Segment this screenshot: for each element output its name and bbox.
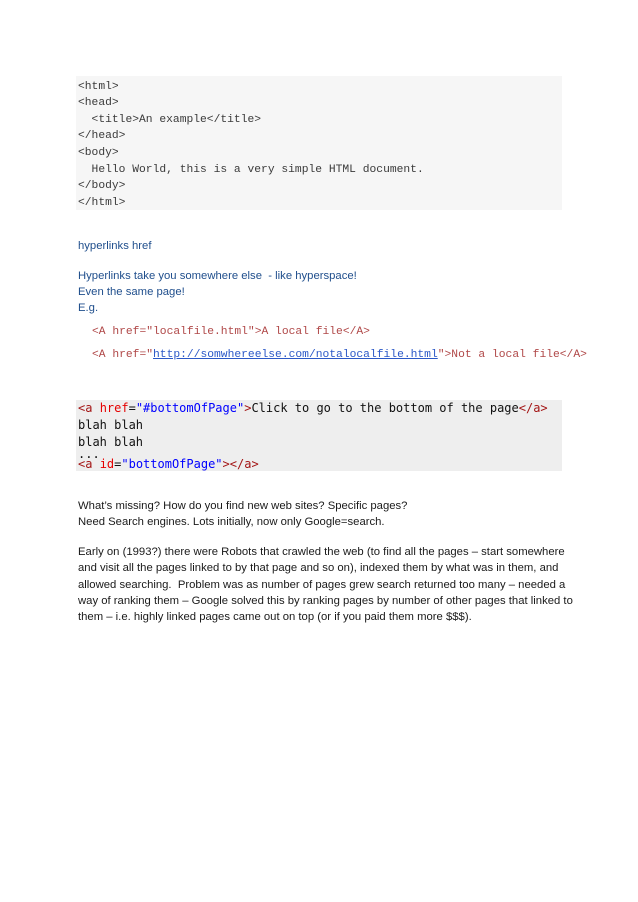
example-prefix: <A href="	[92, 349, 154, 361]
attr-name: href	[99, 401, 129, 415]
local-link-example: <A href="localfile.html">A local file</A>	[92, 326, 370, 338]
tag-open: <a	[78, 401, 100, 415]
paragraph-line: allowed searching. Problem was as number of pages grew search returned too many – needed a	[78, 579, 566, 591]
anchor-text: Click to go to the bottom of the page	[251, 401, 519, 415]
tag-open: <a	[78, 457, 100, 471]
html-example-code-block	[76, 76, 562, 210]
code-line: <html>	[78, 81, 119, 93]
question-line: Need Search engines. Lots initially, now only Google=search.	[78, 516, 385, 528]
intro-line: Hyperlinks take you somewhere else - like hyperspace!	[78, 270, 357, 282]
example-url-link[interactable]: http://somwhereelse.com/notalocalfile.html	[153, 349, 438, 361]
end-tag: </a>	[229, 457, 259, 471]
code-line: <body>	[78, 147, 119, 159]
code-line: <title>An example</title>	[78, 114, 262, 126]
section-heading: hyperlinks href	[78, 240, 152, 252]
paragraph-line: way of ranking them – Google solved this by ranking pages by number of other pages that linked to	[78, 595, 573, 607]
code-line: </head>	[78, 130, 126, 142]
tag-close: >	[222, 457, 230, 471]
attr-name: id	[99, 457, 115, 471]
code-line: Hello World, this is a very simple HTML document.	[78, 164, 424, 176]
attr-eq: =	[128, 401, 136, 415]
anchor-example-code-block	[76, 400, 562, 471]
code-line: ...	[78, 447, 100, 461]
attr-value: "#bottomOfPage"	[135, 401, 245, 415]
paragraph-line: them – i.e. highly linked pages came out on top (or if you paid them more $$$).	[78, 611, 472, 623]
example-suffix: ">Not a local file</A>	[437, 349, 587, 361]
tag-close: >	[244, 401, 252, 415]
attr-eq: =	[114, 457, 122, 471]
code-line: </html>	[78, 197, 126, 209]
code-line: blah blah	[78, 435, 144, 449]
intro-line: Even the same page!	[78, 286, 185, 298]
paragraph-line: Early on (1993?) there were Robots that crawled the web (to find all the pages – start somewhere	[78, 546, 565, 558]
code-line	[78, 456, 259, 472]
code-line: <head>	[78, 97, 119, 109]
attr-value: "bottomOfPage"	[121, 457, 223, 471]
code-line: </body>	[78, 180, 126, 192]
end-tag: </a>	[518, 401, 548, 415]
code-line: blah blah	[78, 418, 144, 432]
intro-line: E.g.	[78, 302, 99, 314]
remote-link-example	[92, 347, 587, 363]
paragraph-line: and visit all the pages linked to by that page and so on), indexed them by what was in them, and	[78, 562, 559, 574]
code-line	[78, 400, 548, 416]
question-line: What’s missing? How do you find new web sites? Specific pages?	[78, 500, 408, 512]
